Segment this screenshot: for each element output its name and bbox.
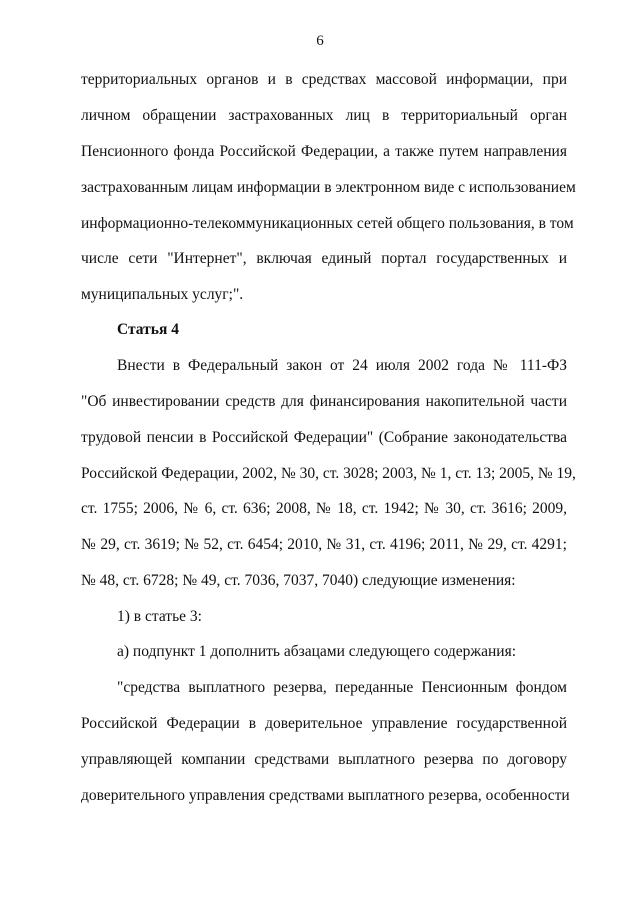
text-line: № 29, ст. 3619; № 52, ст. 6454; 2010, № 31, ст. 4196; 2011, № 29, ст. 4291; [81,536,567,553]
text-line: застрахованным лицам информации в электронном виде с использованием [81,179,576,196]
text-line: трудовой пенсии в Российской Федерации" (Собрание законодательства [81,429,567,446]
text-line: 1) в статье 3: [117,608,202,625]
text-line: Пенсионного фонда Российской Федерации, а также путем направления [81,143,567,160]
text-line: а) подпункт 1 дополнить абзацами следующего содержания: [117,643,517,660]
text-line: "средства выплатного резерва, переданные Пенсионным фондом [117,679,567,696]
text-line: ст. 1755; 2006, № 6, ст. 636; 2008, № 18, ст. 1942; № 30, ст. 3616; 2009, [81,500,567,517]
text-line: управляющей компании средствами выплатного резерва по договору [81,751,567,768]
text-line: доверительного управления средствами выплатного резерва, особенности [81,787,570,804]
text-line: "Об инвестировании средств для финансирования накопительной части [81,393,567,410]
text-line: территориальных органов и в средствах массовой информации, при [81,71,567,88]
text-line: № 48, ст. 6728; № 49, ст. 7036, 7037, 7040) следующие изменения: [81,572,516,589]
text-line: числе сети "Интернет", включая единый портал государственных и [81,250,567,267]
text-line: Российской Федерации, 2002, № 30, ст. 3028; 2003, № 1, ст. 13; 2005, № 19, [81,465,576,482]
text-line: личном обращении застрахованных лиц в территориальный орган [81,107,567,124]
article-heading: Статья 4 [117,321,179,338]
page-number: 6 [316,33,324,49]
text-line: Внести в Федеральный закон от 24 июля 2002 года № 111-ФЗ [117,357,567,374]
text-line: муниципальных услуг;". [81,286,244,303]
text-line: информационно-телекоммуникационных сетей общего пользования, в том [81,215,574,232]
text-line: Российской Федерации в доверительное управление государственной [81,715,567,732]
